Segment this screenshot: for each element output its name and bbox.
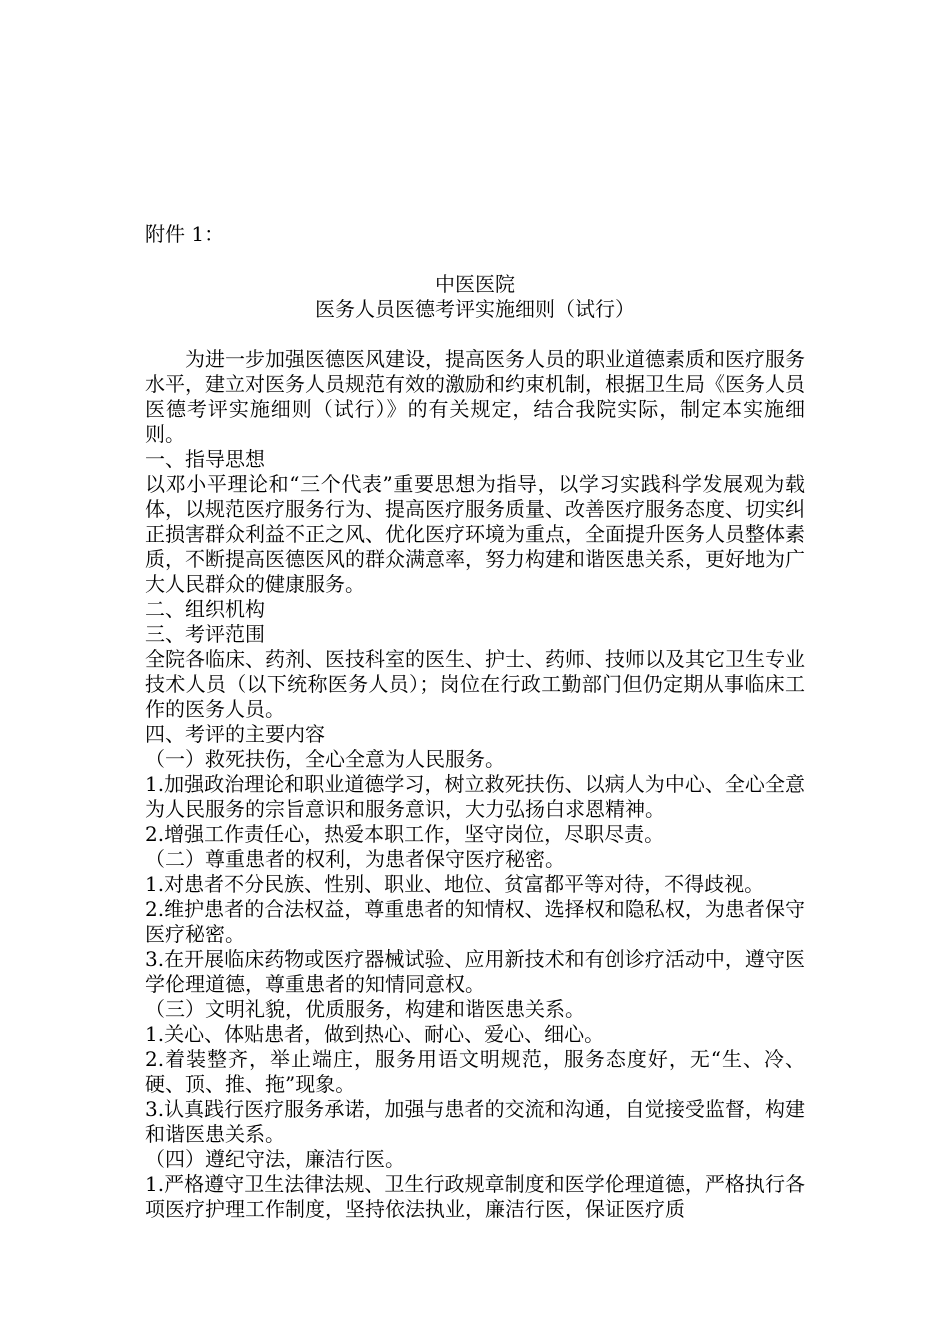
list-item: 3.在开展临床药物或医疗器械试验、应用新技术和有创诊疗活动中，遵守医学伦理道德，尊重患者的知情同意权。 <box>145 947 805 996</box>
list-item: 1.对患者不分民族、性别、职业、地位、贫富都平等对待，不得歧视。 <box>145 872 765 896</box>
list-item: 3.认真践行医疗服务承诺，加强与患者的交流和沟通，自觉接受监督，构建和谐医患关系。 <box>145 1097 805 1146</box>
document-page <box>145 222 805 1222</box>
subsection-heading-2: （二）尊重患者的权利，为患者保守医疗秘密。 <box>145 847 565 871</box>
section-heading-organization: 二、组织机构 <box>145 597 265 621</box>
section-body-guiding-ideology: 以邓小平理论和“三个代表”重要思想为指导，以学习实践科学发展观为载体，以规范医疗服务行为、提高医疗服务质量、改善医疗服务态度、切实纠正损害群众利益不正之风、优化医疗环境为重点，全面提升医务人员整体素质，不断提高医德医风的群众满意率，努力构建和谐医患关系，更好地为广大人民群众的健康服务。 <box>145 472 805 596</box>
hospital-name: 中医医院 <box>435 272 515 296</box>
document-title: 医务人员医德考评实施细则（试行） <box>315 297 635 321</box>
section-heading-guiding-ideology: 一、指导思想 <box>145 447 265 471</box>
intro-paragraph: 为进一步加强医德医风建设，提高医务人员的职业道德素质和医疗服务水平，建立对医务人员规范有效的激励和约束机制，根据卫生局《医务人员医德考评实施细则（试行）》的有关规定，结合我院实际，制定本实施细则。 <box>145 347 805 446</box>
list-item: 1.关心、体贴患者，做到热心、耐心、爱心、细心。 <box>145 1022 605 1046</box>
attachment-label: 附件 1： <box>145 222 225 246</box>
subsection-heading-3: （三）文明礼貌，优质服务，构建和谐医患关系。 <box>145 997 585 1021</box>
list-item: 2.维护患者的合法权益，尊重患者的知情权、选择权和隐私权，为患者保守医疗秘密。 <box>145 897 805 946</box>
subsection-heading-4: （四）遵纪守法，廉洁行医。 <box>145 1147 405 1171</box>
list-item: 2.增强工作责任心，热爱本职工作，坚守岗位，尽职尽责。 <box>145 822 665 846</box>
section-heading-main-content: 四、考评的主要内容 <box>145 722 325 746</box>
list-item: 2.着装整齐，举止端庄，服务用语文明规范，服务态度好，无“生、冷、硬、顶、推、拖”现象。 <box>145 1047 805 1096</box>
list-item: 1.加强政治理论和职业道德学习，树立救死扶伤、以病人为中心、全心全意为人民服务的宗旨意识和服务意识，大力弘扬白求恩精神。 <box>145 772 805 821</box>
subsection-heading-1: （一）救死扶伤，全心全意为人民服务。 <box>145 747 505 771</box>
list-item: 1.严格遵守卫生法律法规、卫生行政规章制度和医学伦理道德，严格执行各项医疗护理工作制度，坚持依法执业，廉洁行医，保证医疗质 <box>145 1172 805 1221</box>
section-heading-scope: 三、考评范围 <box>145 622 265 646</box>
section-body-scope: 全院各临床、药剂、医技科室的医生、护士、药师、技师以及其它卫生专业技术人员（以下统称医务人员）；岗位在行政工勤部门但仍定期从事临床工作的医务人员。 <box>145 647 805 721</box>
